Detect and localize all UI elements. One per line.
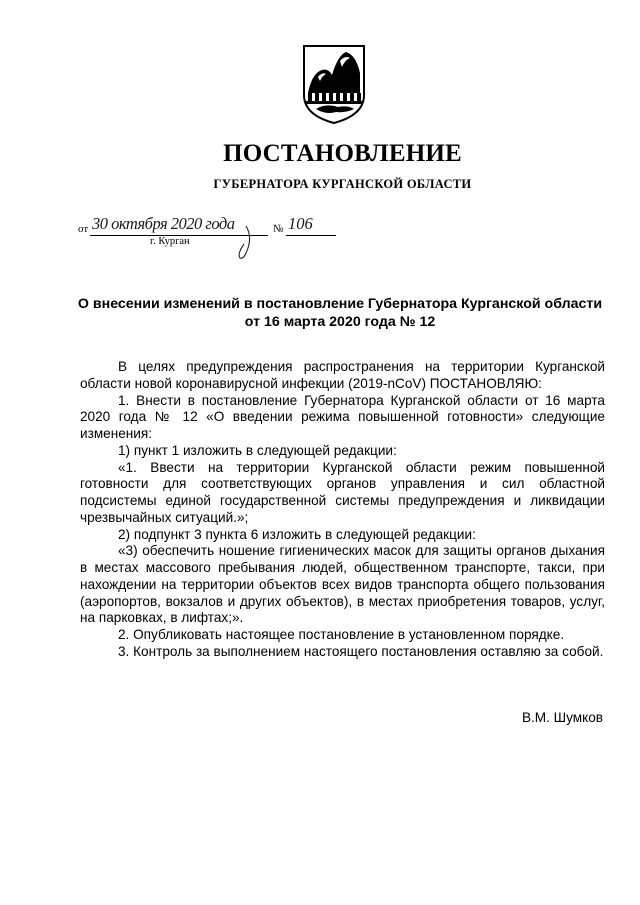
issuer-subtitle: ГУБЕРНАТОРА КУРГАНСКОЙ ОБЛАСТИ [213, 177, 472, 191]
handwritten-number: 106 [288, 214, 313, 233]
body-paragraph: 2) подпункт 3 пункта 6 изложить в следующей редакции: [118, 526, 476, 542]
handwritten-date: 30 октября 2020 года [92, 214, 235, 233]
heading-line-1: О внесении изменений в постановление Губернатора Курганской области [77, 296, 603, 312]
document-body [80, 359, 605, 661]
heading-line-2: от 16 марта 2020 года № 12 [244, 314, 436, 330]
body-paragraph: В целях предупреждения распространения на территории Курганской области новой коронавирусной инфекции (2019-nCoV) ПОСТАНОВЛЯЮ: [80, 359, 605, 391]
body-paragraph: 3. Контроль за выполнением настоящего постановления оставляю за собой. [118, 643, 604, 659]
body-paragraph: 1) пункт 1 изложить в следующей редакции: [118, 442, 397, 458]
body-paragraph: 1. Внести в постановление Губернатора Курганской области от 16 марта 2020 года № 12 «О введении режима повышенной готовности» следующие изменения: [80, 392, 605, 441]
body-paragraph: «1. Ввести на территории Курганской области режим повышенной готовности для соответствующих органов управления и сил областной подсистемы единой государственной системы предупреждения и ликвидации чрезвычайных ситуаций.»; [80, 459, 605, 525]
body-paragraph: «3) обеспечить ношение гигиенических масок для защиты органов дыхания в местах массового пребывания людей, общественном транспорте, такси, при нахождении на территории объектов всех видов транспорта общего пользования (аэропортов, вокзалов и других объектов), в местах приобретения товаров, услуг, на парковках, в лифтах;». [80, 543, 605, 626]
handwriting-flourish [232, 224, 262, 264]
number-underline [286, 235, 336, 236]
city-label: г. Курган [150, 236, 190, 247]
document-type-title: ПОСТАНОВЛЕНИЕ [223, 140, 462, 167]
date-prefix: от [78, 223, 89, 235]
document-heading [60, 295, 620, 331]
signatory-name: В.М. Шумков [521, 710, 603, 725]
number-prefix: № [273, 223, 284, 235]
kurgan-oblast-coat-of-arms-icon [300, 43, 368, 125]
body-paragraph: 2. Опубликовать настоящее постановление в установленном порядке. [118, 627, 565, 642]
